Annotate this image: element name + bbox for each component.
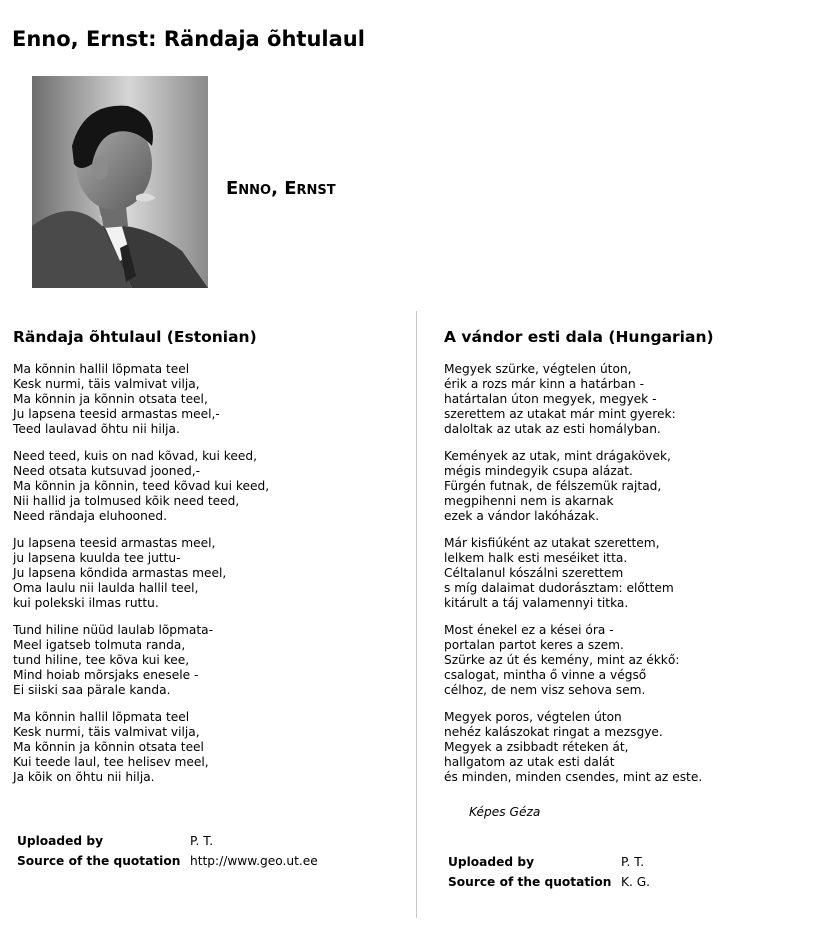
uploaded-by-label: Uploaded by	[448, 855, 535, 869]
poem-line: Kemények az utak, mint drágakövek,	[444, 449, 671, 463]
stanza	[13, 710, 403, 785]
poem-line: Ei siiski saa pärale kanda.	[13, 683, 171, 697]
poem-line: Need otsata kutsuvad jooned,-	[13, 464, 200, 478]
poem-line: nehéz kalászokat ringat a mezsgye.	[444, 725, 663, 739]
author-portrait-image	[32, 76, 208, 288]
stanza	[444, 362, 834, 437]
poem-body	[444, 362, 834, 785]
uploaded-by-value[interactable]: P. T.	[190, 834, 214, 848]
stanza	[13, 623, 403, 698]
poem-line: határtalan úton megyek, megyek -	[444, 392, 657, 406]
poem-line: Ja kõik on õhtu nii hilja.	[13, 770, 155, 784]
poem-line: Ma kõnnin ja kõnnin otsata teel	[13, 740, 204, 754]
poem-line: Most énekel ez a kései óra -	[444, 623, 614, 637]
poem-line: megpihenni nem is akarnak	[444, 494, 614, 508]
poem-line: Ma kõnnin hallil lõpmata teel	[13, 362, 190, 376]
poem-title: Rändaja õhtulaul (Estonian)	[13, 328, 257, 346]
poem-line: Ma kõnnin hallil lõpmata teel	[13, 710, 190, 724]
stanza	[13, 449, 403, 524]
poem-line: lelkem halk esti meséiket itta.	[444, 551, 628, 565]
poem-line: Szürke az út és kemény, mint az ékkő:	[444, 653, 680, 667]
poem-line: kitárult a táj valamennyi titka.	[444, 596, 629, 610]
author-portrait	[32, 76, 208, 288]
poem-line: Meel igatseb tolmuta randa,	[13, 638, 186, 652]
source-value[interactable]: http://www.geo.ut.ee	[190, 854, 318, 868]
poem-line: Megyek szürke, végtelen úton,	[444, 362, 632, 376]
source-value: K. G.	[621, 875, 651, 889]
poem-line: Megyek a zsibbadt réteken át,	[444, 740, 629, 754]
stanza	[444, 536, 834, 611]
poem-line: tund hiline, tee kõva kui kee,	[13, 653, 190, 667]
poem-line: érik a rozs már kinn a határban -	[444, 377, 644, 391]
upload-info-hungarian	[448, 852, 650, 892]
poem-line: Céltalanul kószálni szerettem	[444, 566, 624, 580]
uploaded-by-row	[17, 831, 318, 851]
poem-line: Need teed, kuis on nad kõvad, kui keed,	[13, 449, 257, 463]
poem-line: csalogat, mintha ő vinne a végső	[444, 668, 647, 682]
poem-line: Már kisfiúként az utakat szerettem,	[444, 536, 660, 550]
poem-line: Kui teede laul, tee helisev meel,	[13, 755, 209, 769]
stanza	[444, 710, 834, 785]
translator-signature: Képes Géza	[469, 805, 541, 819]
uploaded-by-value[interactable]: P. T.	[621, 855, 645, 869]
poem-line: szerettem az utakat már mint gyerek:	[444, 407, 676, 421]
upload-info-estonian	[17, 831, 318, 871]
page-title: Enno, Ernst: Rändaja õhtulaul	[12, 27, 365, 51]
poem-line: Ma kõnnin ja kõnnin otsata teel,	[13, 392, 208, 406]
poem-line: portalan partot keres a szem.	[444, 638, 624, 652]
poem-line: daloltak az utak az esti homályban.	[444, 422, 661, 436]
column-divider	[416, 311, 417, 918]
poem-line: Tund hiline nüüd laulab lõpmata-	[13, 623, 214, 637]
poem-line: kui polekski ilmas ruttu.	[13, 596, 159, 610]
poem-line: ju lapsena kuulda tee juttu-	[13, 551, 181, 565]
poem-line: Oma laulu nii laulda hallil teel,	[13, 581, 199, 595]
poem-line: Need rändaja eluhooned.	[13, 509, 167, 523]
stanza	[444, 449, 834, 524]
poem-line: Megyek poros, végtelen úton	[444, 710, 622, 724]
poem-line: Ju lapsena teesid armastas meel,	[13, 536, 216, 550]
source-label: Source of the quotation	[448, 875, 612, 889]
poem-line: Teed laulavad õhtu nii hilja.	[13, 422, 180, 436]
poem-line: Ju lapsena kõndida armastas meel,	[13, 566, 227, 580]
source-row	[17, 851, 318, 871]
poem-title: A vándor esti dala (Hungarian)	[444, 328, 714, 346]
poem-line: ezek a vándor lakóházak.	[444, 509, 600, 523]
poem-line: Ju lapsena teesid armastas meel,-	[13, 407, 220, 421]
poem-line: Mind hoiab mõrsjaks enesele -	[13, 668, 199, 682]
source-row	[448, 872, 650, 892]
uploaded-by-label: Uploaded by	[17, 834, 104, 848]
poem-line: mégis mindegyik csupa alázat.	[444, 464, 633, 478]
poem-body	[13, 362, 403, 785]
poem-line: Fürgén futnak, de félszemük rajtad,	[444, 479, 662, 493]
stanza	[13, 536, 403, 611]
poem-line: Kesk nurmi, täis valmivat vilja,	[13, 377, 200, 391]
poem-line: és minden, minden csendes, mint az este.	[444, 770, 703, 784]
source-label: Source of the quotation	[17, 854, 181, 868]
poem-line: Kesk nurmi, täis valmivat vilja,	[13, 725, 200, 739]
uploaded-by-row	[448, 852, 650, 872]
estonian-column	[13, 328, 403, 797]
stanza	[444, 623, 834, 698]
stanza	[13, 362, 403, 437]
poem-line: s míg dalaimat dudorásztam: előttem	[444, 581, 674, 595]
poem-line: hallgatom az utak esti dalát	[444, 755, 615, 769]
poem-line: Nii hallid ja tolmused kõik need teed,	[13, 494, 240, 508]
poem-line: Ma kõnnin ja kõnnin, teed kõvad kui keed,	[13, 479, 270, 493]
hungarian-column	[444, 328, 834, 819]
poem-line: célhoz, de nem visz sehova sem.	[444, 683, 646, 697]
author-name: Enno, Ernst	[226, 178, 336, 199]
